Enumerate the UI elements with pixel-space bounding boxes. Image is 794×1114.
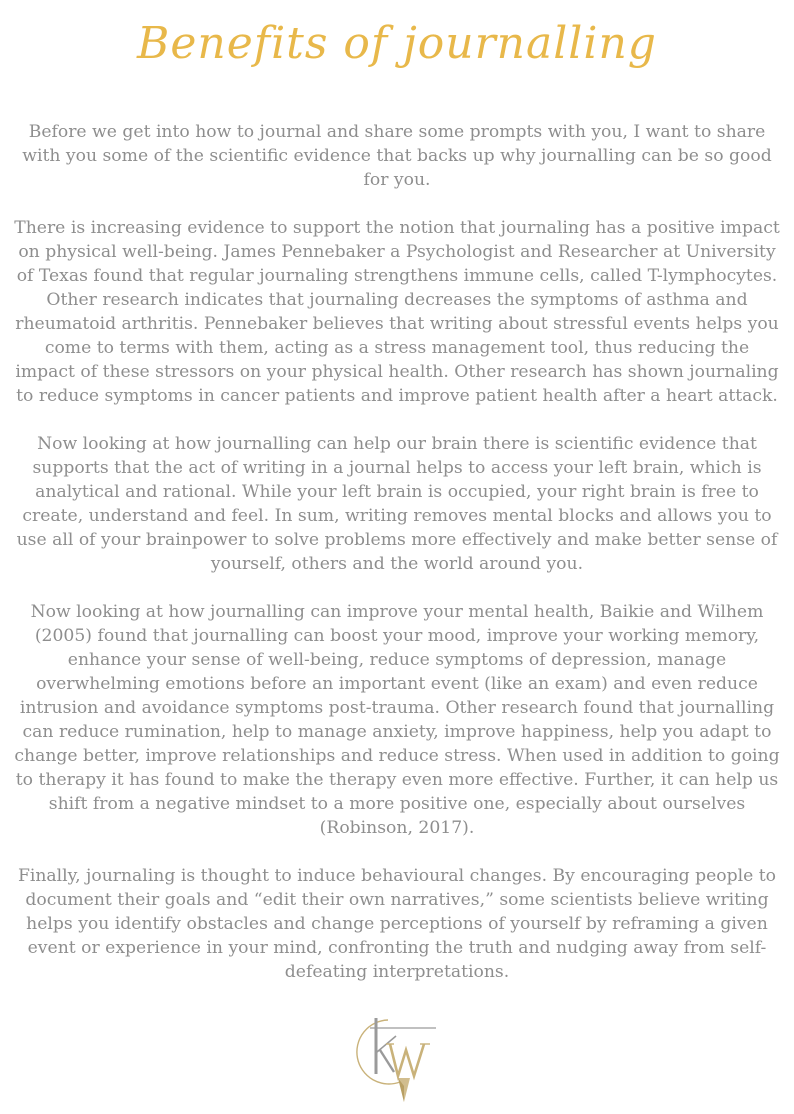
page-title: Benefits of journalling xyxy=(137,18,657,69)
paragraph-intro: Before we get into how to journal and share some prompts with you, I want to share with you some of the scientific evidence that backs up why journalling can be so good for you. xyxy=(22,122,772,190)
body-text xyxy=(14,120,780,1008)
kw-monogram-logo-icon xyxy=(340,1010,440,1106)
paragraph-physical: There is increasing evidence to support the notion that journaling has a positive impact on physical well-being. James Pennebaker a Psychologist and Researcher at University of Texas found that regular journaling strengthens immune cells, called T-lymphocytes. Other research indicates that journaling decreases the symptoms of asthma and rheumatoid arthritis. Pennebaker believes that writing about stressful events helps you come to terms with them, acting as a stress management tool, thus reducing the impact of these stressors on your physical health. Other research has shown journaling to reduce symptoms in cancer patients and improve patient health after a heart attack. xyxy=(14,218,780,406)
paragraph-brain: Now looking at how journalling can help our brain there is scientific evidence that supports that the act of writing in a journal helps to access your left brain, which is analytical and rational. While your left brain is occupied, your right brain is free to create, understand and feel. In sum, writing removes mental blocks and allows you to use all of your brainpower to solve problems more effectively and make better sense of yourself, others and the world around you. xyxy=(16,434,778,574)
paragraph-mental-health: Now looking at how journalling can improve your mental health, Baikie and Wilhem (2005) found that journalling can boost your mood, improve your working memory, enhance your sense of well-being, reduce symptoms of depression, manage overwhelming emotions before an important event (like an exam) and even reduce intrusion and avoidance symptoms post-trauma. Other research found that journalling can reduce rumination, help to manage anxiety, improve happiness, help you adapt to change better, improve relationships and reduce stress. When used in addition to going to therapy it has found to make the therapy even more effective. Further, it can help us shift from a negative mindset to a more positive one, especially about ourselves (Robinson, 2017). xyxy=(14,602,780,838)
paragraph-behaviour: Finally, journaling is thought to induce behavioural changes. By encouraging people to document their goals and “edit their own narratives,” some scientists believe writing helps you identify obstacles and change perceptions of yourself by reframing a given event or experience in your mind, confronting the truth and nudging away from self-defeating interpretations. xyxy=(17,866,777,982)
